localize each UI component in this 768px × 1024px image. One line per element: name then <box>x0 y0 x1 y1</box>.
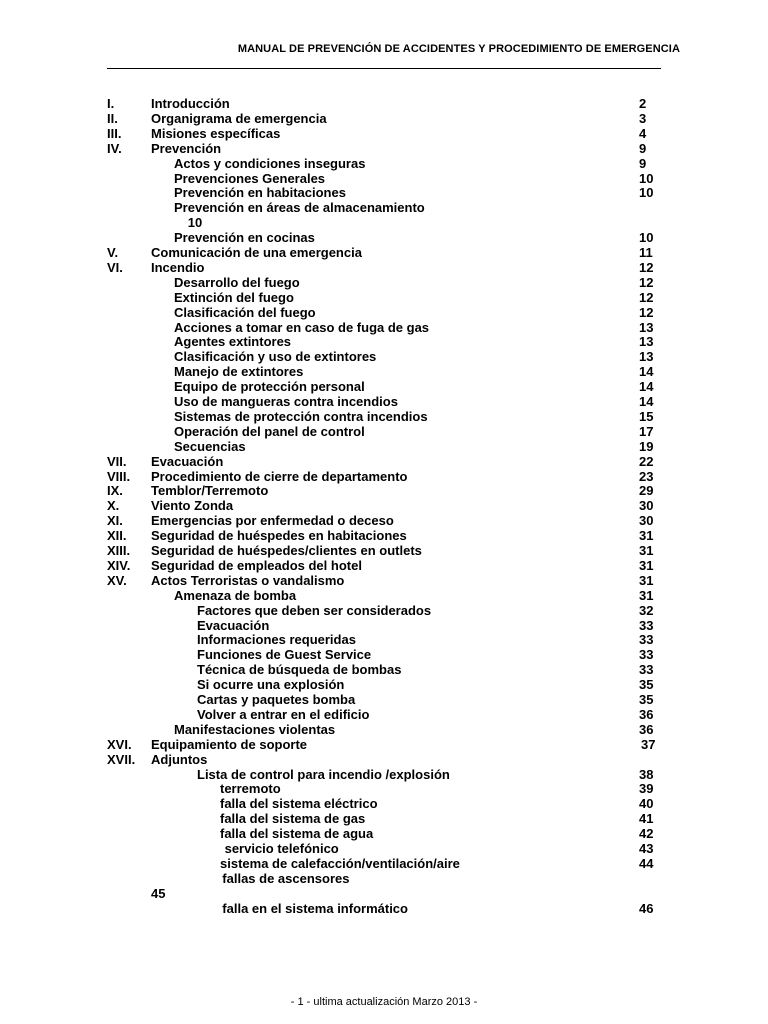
toc-entry-title: Misiones específicas <box>151 125 281 141</box>
toc-entry-title: Comunicación de una emergencia <box>151 245 362 260</box>
toc-entry-page: 4 <box>639 125 647 141</box>
toc-entry-page: 2 <box>639 96 647 111</box>
toc-entry-title: Manejo de extintores <box>174 364 304 380</box>
toc-entry <box>0 111 768 126</box>
toc-entry-number: III. <box>107 125 122 141</box>
toc-entry <box>0 364 768 379</box>
toc-entry <box>0 781 768 796</box>
toc-entry-title: Técnica de búsqueda de bombas <box>197 662 402 678</box>
toc-entry-title: Factores que deben ser considerados <box>197 602 432 618</box>
toc-entry-page: 44 <box>639 855 654 871</box>
toc-entry-page: 23 <box>639 468 654 484</box>
toc-entry-page: 12 <box>639 274 654 290</box>
toc-entry-title: Extinción del fuego <box>174 289 294 305</box>
toc-entry <box>0 811 768 826</box>
toc-entry-title: Amenaza de bomba <box>174 587 297 603</box>
toc-entry <box>0 349 768 364</box>
toc-entry-page: 33 <box>639 617 654 633</box>
toc-entry-title: servicio telefónico <box>224 841 339 856</box>
toc-entry-title: Lista de control para incendio /explosión <box>197 766 450 782</box>
toc-entry-page: 10 <box>639 230 654 246</box>
toc-entry-page: 31 <box>639 587 654 603</box>
toc-entry-page: 14 <box>639 379 654 395</box>
toc-entry-number: XVII. <box>107 751 136 767</box>
toc-entry-page: 15 <box>639 408 654 424</box>
toc-entry-page: 31 <box>639 572 654 588</box>
toc-entry-title: Clasificación del fuego <box>174 304 316 320</box>
toc-entry <box>0 245 768 260</box>
toc-entry <box>0 320 768 335</box>
toc-entry-page: 30 <box>639 498 654 514</box>
toc-entry-title: Procedimiento de cierre de departamento <box>151 468 408 484</box>
toc-entry <box>0 603 768 618</box>
toc-entry-number: IV. <box>107 140 122 156</box>
toc-entry <box>0 841 768 856</box>
toc-entry-title: falla del sistema eléctrico <box>220 796 378 812</box>
toc-entry-title: Uso de mangueras contra incendios <box>174 394 398 409</box>
toc-entry-number: X. <box>107 498 120 514</box>
toc-entry-page: 13 <box>639 334 654 350</box>
toc-entry-page: 37 <box>641 736 656 752</box>
toc-entry-title: Informaciones requeridas <box>197 632 356 648</box>
toc-entry-number: XIV. <box>107 557 131 573</box>
toc-entry-title: falla del sistema de gas <box>220 811 366 827</box>
toc-entry-page: 46 <box>639 900 654 916</box>
toc-entry-page: 12 <box>639 289 654 305</box>
toc-entry <box>0 230 768 245</box>
toc-entry-page: 43 <box>639 841 654 856</box>
toc-entry-title: 45 <box>151 885 166 901</box>
toc-entry <box>0 126 768 141</box>
toc-entry-page: 36 <box>639 721 654 737</box>
toc-entry-page: 10 <box>639 170 654 186</box>
toc-entry <box>0 558 768 573</box>
toc-entry <box>0 886 768 901</box>
toc-entry <box>0 260 768 275</box>
toc-entry <box>0 573 768 588</box>
toc-entry <box>0 454 768 469</box>
toc-entry <box>0 483 768 498</box>
toc-entry <box>0 826 768 841</box>
toc-entry-page: 36 <box>639 706 654 722</box>
toc-entry-title: Seguridad de empleados del hotel <box>151 557 362 573</box>
toc-entry-page: 42 <box>639 826 654 842</box>
toc-entry <box>0 305 768 320</box>
toc-entry-page: 14 <box>639 394 654 409</box>
toc-entry-number: VIII. <box>107 468 131 484</box>
toc-entry <box>0 171 768 186</box>
toc-entry-title: Seguridad de huéspedes/clientes en outlets <box>151 543 422 558</box>
toc-entry-title: fallas de ascensores <box>222 870 350 886</box>
toc-entry-title: Equipamiento de soporte <box>151 736 308 752</box>
toc-entry-title: falla en el sistema informático <box>222 900 408 916</box>
toc-entry-page: 30 <box>639 513 654 529</box>
toc-entry <box>0 737 768 752</box>
toc-entry-number: XI. <box>107 513 123 529</box>
toc-entry-title: Secuencias <box>174 438 246 454</box>
toc-entry <box>0 185 768 200</box>
toc-entry-title: terremoto <box>220 781 281 797</box>
toc-entry <box>0 498 768 513</box>
toc-entry-title: Cartas y paquetes bomba <box>197 692 356 707</box>
toc-entry-page: 31 <box>639 557 654 573</box>
toc-entry <box>0 156 768 171</box>
toc-entry-page: 31 <box>639 528 654 544</box>
toc-entry-title: Evacuación <box>197 617 270 633</box>
toc-entry-title: Si ocurre una explosión <box>197 677 345 693</box>
toc-entry-page: 13 <box>639 319 654 335</box>
toc-entry-title: sistema de calefacción/ventilación/aire <box>220 855 460 871</box>
toc-entry-page: 33 <box>639 662 654 678</box>
toc-entry-page: 33 <box>639 632 654 648</box>
toc-entry <box>0 662 768 677</box>
toc-entry-number: XII. <box>107 528 127 544</box>
toc-entry-title: Evacuación <box>151 453 224 469</box>
toc-entry <box>0 647 768 662</box>
toc-entry-title: Prevenciones Generales <box>174 170 326 186</box>
toc-entry-title: Incendio <box>151 259 205 275</box>
toc-entry <box>0 141 768 156</box>
toc-entry-title: Volver a entrar en el edificio <box>197 706 370 722</box>
toc-entry <box>0 677 768 692</box>
toc-entry <box>0 469 768 484</box>
toc-entry <box>0 901 768 916</box>
toc-entry-page: 3 <box>639 110 647 126</box>
toc-entry <box>0 215 768 230</box>
toc-entry-page: 9 <box>639 140 647 156</box>
toc-entry-title: falla del sistema de agua <box>220 826 374 842</box>
toc-entry-page: 29 <box>639 483 654 499</box>
toc-entry <box>0 290 768 305</box>
toc-entry <box>0 871 768 886</box>
toc-entry-page: 38 <box>639 766 654 782</box>
toc-entry-number: V. <box>107 245 119 260</box>
toc-entry <box>0 588 768 603</box>
toc-entry-title: Funciones de Guest Service <box>197 647 372 663</box>
toc-entry-title: Prevención en áreas de almacenamiento <box>174 200 425 216</box>
toc-entry-number: I. <box>107 96 115 111</box>
toc-entry-number: XV. <box>107 572 127 588</box>
toc-entry <box>0 528 768 543</box>
running-header: MANUAL DE PREVENCIÓN DE ACCIDENTES Y PROCEDIMIENTO DE EMERGENCIA <box>237 43 680 55</box>
toc-entry-number: XVI. <box>107 736 132 752</box>
page-footer: - 1 - ultima actualización Marzo 2013 - <box>290 996 478 1008</box>
toc-entry <box>0 394 768 409</box>
toc-entry-title: Actos Terroristas o vandalismo <box>151 572 345 588</box>
toc-entry-page: 39 <box>639 781 654 797</box>
toc-entry-title: Seguridad de huéspedes en habitaciones <box>151 528 407 544</box>
toc-entry <box>0 379 768 394</box>
toc-entry-title: Sistemas de protección contra incendios <box>174 408 428 424</box>
toc-entry-page: 14 <box>639 364 654 380</box>
toc-entry <box>0 543 768 558</box>
toc-entry-page: 22 <box>639 453 654 469</box>
toc-entry-title: Desarrollo del fuego <box>174 274 300 290</box>
toc-entry <box>0 632 768 647</box>
toc-entry-title: Operación del panel de control <box>174 423 365 439</box>
toc-entry <box>0 200 768 215</box>
toc-entry-page: 35 <box>639 677 654 693</box>
toc-entry-title: Equipo de protección personal <box>174 379 365 395</box>
toc-entry <box>0 856 768 871</box>
toc-entry <box>0 692 768 707</box>
toc-entry-title: Acciones a tomar en caso de fuga de gas <box>174 319 430 335</box>
toc-entry <box>0 334 768 349</box>
header-rule <box>107 68 661 69</box>
toc-entry-title: Agentes extintores <box>174 334 292 350</box>
toc-entry-page: 33 <box>639 647 654 663</box>
toc-entry <box>0 707 768 722</box>
toc-entry-page: 10 <box>639 185 654 201</box>
toc-entry-number: IX. <box>107 483 123 499</box>
toc-entry-number: VII. <box>107 453 127 469</box>
toc-entry-number: II. <box>107 110 118 126</box>
toc-entry-page: 13 <box>639 349 654 365</box>
toc-entry-title: Manifestaciones violentas <box>174 721 336 737</box>
toc-entry-number: XIII. <box>107 543 131 558</box>
toc-entry-page: 12 <box>639 259 654 275</box>
toc-entry-page: 9 <box>639 155 647 171</box>
toc-entry-title: Viento Zonda <box>151 498 234 514</box>
toc-entry-title: Introducción <box>151 96 230 111</box>
toc-entry <box>0 618 768 633</box>
toc-entry <box>0 96 768 111</box>
toc-entry <box>0 409 768 424</box>
toc-entry-title: Prevención <box>151 140 222 156</box>
toc-entry-title: Prevención en cocinas <box>174 230 315 246</box>
toc-entry-page: 41 <box>639 811 654 827</box>
toc-entry <box>0 752 768 767</box>
toc-entry-page: 12 <box>639 304 654 320</box>
toc-entry-title: Actos y condiciones inseguras <box>174 155 366 171</box>
toc-entry <box>0 796 768 811</box>
toc-entry-title: Prevención en habitaciones <box>174 185 346 201</box>
toc-entry-title: Temblor/Terremoto <box>151 483 269 499</box>
toc-entry-page: 35 <box>639 692 654 707</box>
toc-entry-number: VI. <box>107 259 123 275</box>
toc-entry-page: 32 <box>639 602 654 618</box>
toc-entry-page: 40 <box>639 796 654 812</box>
toc-entry-page: 31 <box>639 543 654 558</box>
toc-entry <box>0 275 768 290</box>
toc-entry-title: Emergencias por enfermedad o deceso <box>151 513 394 529</box>
toc-entry-title: 10 <box>187 215 203 231</box>
toc-entry <box>0 424 768 439</box>
toc-entry-title: Organigrama de emergencia <box>151 110 327 126</box>
toc-entry <box>0 722 768 737</box>
toc-entry-page: 17 <box>639 423 654 439</box>
toc-entry-page: 11 <box>639 245 653 260</box>
toc-entry <box>0 767 768 782</box>
toc-entry-title: Clasificación y uso de extintores <box>174 349 377 365</box>
toc-entry <box>0 513 768 528</box>
toc-entry-page: 19 <box>639 438 654 454</box>
toc-entry-title: Adjuntos <box>151 751 208 767</box>
toc-entry <box>0 439 768 454</box>
